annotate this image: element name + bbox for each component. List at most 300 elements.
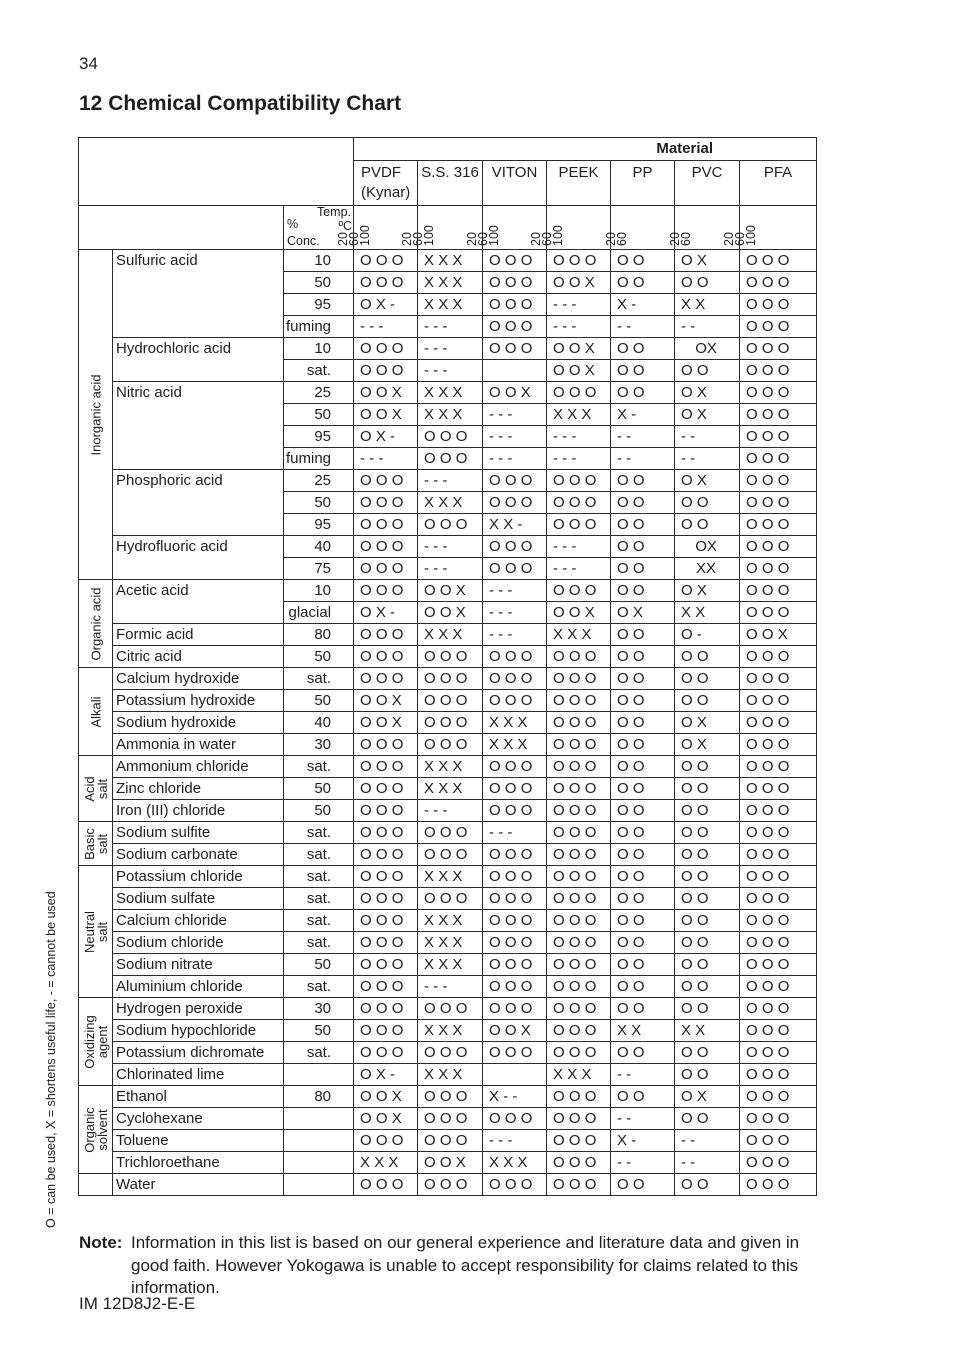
concentration: fuming [284,448,354,470]
rating-cell: O O O [740,756,817,778]
concentration: 25 [284,382,354,404]
temp-values [467,225,500,246]
chemical-name: Hydrogen peroxide [113,998,284,1020]
rating-cell: O O [611,514,675,536]
rating-cell: O O O [547,844,611,866]
rating-legend: O = can be used, X = shortens useful life, - = cannot be used [44,891,58,1228]
rating-cell: O O [675,514,740,536]
rating-cell: O O O [740,448,817,470]
rating-cell: - - - [547,558,611,580]
chemical-name: Sodium sulfite [113,822,284,844]
temp-value: 100 [422,225,437,246]
chemical-name: Water [113,1174,284,1196]
rating-cell: O O O [354,800,418,822]
rating-cell: O O O [354,932,418,954]
rating-cell: O O [611,822,675,844]
rating-cell: O O O [418,426,483,448]
rating-cell: O O [675,668,740,690]
rating-cell: X - - [483,1086,547,1108]
chemical-name: Sodium chloride [113,932,284,954]
rating-cell: O O [675,932,740,954]
rating-cell: O O O [483,294,547,316]
rating-cell: O O O [354,734,418,756]
rating-cell: O O X [418,1152,483,1174]
rating-cell: O O O [354,536,418,558]
table-row [79,1152,817,1174]
rating-cell: O X - [354,426,418,448]
rating-cell: O O O [483,866,547,888]
rating-cell: O X [675,1086,740,1108]
rating-cell: O O O [418,888,483,910]
category-cell [79,1086,113,1174]
chemical-name: Citric acid [113,646,284,668]
rating-cell: O O [675,690,740,712]
temp-value: 20 [400,232,415,246]
rating-cell: - - - [547,426,611,448]
rating-cell: O O O [740,976,817,998]
rating-cell: O O O [483,470,547,492]
rating-cell: O O O [740,514,817,536]
temp-values [606,232,628,246]
rating-cell: O O [611,1042,675,1064]
table-row [79,976,817,998]
rating-cell: O O O [483,844,547,866]
rating-cell: - - - [418,800,483,822]
rating-cell: O O O [740,602,817,624]
concentration: 50 [284,954,354,976]
rating-cell: O O O [483,800,547,822]
rating-cell: O O [611,910,675,932]
rating-cell: - - - [418,316,483,338]
concentration: sat. [284,976,354,998]
rating-cell: O O [611,536,675,558]
rating-cell: X X X [418,404,483,426]
concentration: 50 [284,646,354,668]
rating-cell: X X X [418,932,483,954]
rating-cell: O O O [740,866,817,888]
rating-cell: O O O [740,1108,817,1130]
rating-cell: O O O [547,1108,611,1130]
concentration: 10 [284,580,354,602]
concentration [284,1130,354,1152]
rating-cell: O O O [740,316,817,338]
rating-cell: - - - [483,426,547,448]
rating-cell: O O O [547,1086,611,1108]
rating-cell: O O O [740,1042,817,1064]
rating-cell: O O O [418,448,483,470]
rating-cell: O O O [483,492,547,514]
rating-cell: O O O [547,514,611,536]
temp-value: 100 [551,225,566,246]
rating-cell: X X X [418,272,483,294]
material-name [740,161,817,206]
rating-cell: O O [675,778,740,800]
category-cell [79,822,113,866]
rating-cell: O O [611,690,675,712]
chemical-name: Aluminium chloride [113,976,284,998]
rating-cell: X X X [547,624,611,646]
rating-cell: O O O [483,536,547,558]
category-cell [79,866,113,998]
category-cell [79,668,113,756]
rating-cell: O O [675,756,740,778]
rating-cell [483,1064,547,1086]
chemical-name: Chlorinated lime [113,1064,284,1086]
rating-cell: O O O [740,338,817,360]
rating-cell: O X - [354,294,418,316]
material-name [611,161,675,206]
rating-cell: O O [611,932,675,954]
rating-cell: O O O [418,668,483,690]
category-cell [79,1174,113,1196]
concentration: 95 [284,294,354,316]
rating-cell: O O O [547,1042,611,1064]
table-row [79,888,817,910]
concentration: 40 [284,536,354,558]
rating-cell: O O [611,492,675,514]
temp-value: 100 [487,225,502,246]
rating-cell: O O [675,888,740,910]
concentration: sat. [284,866,354,888]
concentration: sat. [284,822,354,844]
table-row [79,910,817,932]
rating-cell: O O O [547,800,611,822]
rating-cell: O O O [740,1174,817,1196]
rating-cell: O O X [354,382,418,404]
rating-cell: - - [675,316,740,338]
rating-cell: O O O [547,690,611,712]
chemical-name: Phosphoric acid [113,470,284,536]
material-name-text: VITON [491,164,538,181]
category-label: Oxidizing agent [81,1014,110,1069]
header-row-material [79,138,817,161]
rating-cell: - - - [418,558,483,580]
rating-cell: O O O [354,668,418,690]
rating-cell: O O O [740,536,817,558]
concentration: 40 [284,712,354,734]
rating-cell: O O O [483,888,547,910]
rating-cell: - - - [483,448,547,470]
rating-cell: O X [675,712,740,734]
rating-cell: O O O [740,690,817,712]
rating-cell: O O O [418,514,483,536]
material-temps [604,206,675,250]
concentration: 95 [284,426,354,448]
rating-cell: O O O [547,470,611,492]
rating-cell: O O X [483,1020,547,1042]
rating-cell: O O [611,580,675,602]
degc-label: ºC [338,219,353,233]
header-row-temperatures [79,206,817,250]
rating-cell: O O O [354,998,418,1020]
rating-cell [483,360,547,382]
rating-cell: X X X [547,404,611,426]
rating-cell: O O X [547,272,611,294]
concentration: 30 [284,734,354,756]
percent-label: % [287,217,299,231]
rating-cell: X X X [483,734,547,756]
rating-cell: - - - [547,316,611,338]
table-row [79,822,817,844]
rating-cell: O O [675,866,740,888]
chemical-name: Sodium carbonate [113,844,284,866]
rating-cell: O O O [740,1020,817,1042]
temp-value: 60 [476,232,491,246]
note [79,1232,809,1300]
rating-cell: O O O [418,844,483,866]
note-text: Information in this list is based on our general experience and literature data and given in good faith. However Yokogawa is unable to accept responsibility for claims related to this information. [131,1233,800,1297]
table-row [79,1108,817,1130]
rating-cell: O O O [547,910,611,932]
rating-cell: O O O [354,646,418,668]
rating-cell: O O [611,778,675,800]
rating-cell: X X X [418,492,483,514]
rating-cell: O O O [354,272,418,294]
rating-cell: O O X [547,338,611,360]
header-blank-cell [79,206,284,250]
concentration: sat. [284,932,354,954]
rating-cell: - - - [354,448,418,470]
rating-cell: O O O [354,976,418,998]
rating-cell: O O O [354,250,418,272]
rating-cell: O O X [354,1108,418,1130]
rating-cell: O O X [547,360,611,382]
rating-cell: O O O [483,250,547,272]
concentration: 80 [284,624,354,646]
rating-cell: O O [675,976,740,998]
rating-cell: O X [611,602,675,624]
concentration: 50 [284,492,354,514]
rating-cell: O O O [354,558,418,580]
rating-cell: - - - [547,536,611,558]
rating-cell: O O O [354,1042,418,1064]
rating-cell: X X - [483,514,547,536]
rating-cell: O O O [740,932,817,954]
header-corner [79,138,354,206]
rating-cell: O O O [483,932,547,954]
table-row [79,668,817,690]
rating-cell: O O O [418,1086,483,1108]
concentration: glacial [284,602,354,624]
concentration: sat. [284,360,354,382]
rating-cell: - - - [354,316,418,338]
temp-value: 20 [604,232,619,246]
rating-cell: O O X [483,382,547,404]
rating-cell: O X [675,382,740,404]
temp-value: 60 [679,232,694,246]
rating-cell: O O O [740,492,817,514]
rating-cell: - - [675,448,740,470]
chemical-name: Ethanol [113,1086,284,1108]
rating-cell: O O O [483,646,547,668]
rating-cell: X X [675,1020,740,1042]
rating-cell: - - - [483,602,547,624]
rating-cell: O X - [354,602,418,624]
rating-cell: - - - [483,580,547,602]
concentration [284,1152,354,1174]
material-temps [529,206,611,250]
rating-cell: O O [611,250,675,272]
rating-cell: O O O [740,360,817,382]
material-name-text: PVC [691,164,723,181]
category-cell [79,756,113,822]
table-row [79,1130,817,1152]
rating-cell: O O O [418,1174,483,1196]
rating-cell: O O O [483,558,547,580]
rating-cell: O O O [354,822,418,844]
rating-cell: O O X [418,602,483,624]
concentration: 50 [284,1020,354,1042]
rating-cell: - - [611,1152,675,1174]
rating-cell: OX [675,338,740,360]
rating-cell: - - - [418,338,483,360]
rating-cell: O O O [354,844,418,866]
chemical-name: Cyclohexane [113,1108,284,1130]
rating-cell: O O O [418,734,483,756]
concentration: 30 [284,998,354,1020]
temp-values [338,225,371,246]
material-temps [722,206,817,250]
rating-cell: O O O [354,756,418,778]
rating-cell: O O O [740,404,817,426]
category-label: Basic salt [81,827,110,860]
rating-cell: O O [675,1108,740,1130]
rating-cell: O O O [547,1174,611,1196]
rating-cell: O O [611,888,675,910]
concentration: 80 [284,1086,354,1108]
rating-cell: O O O [354,580,418,602]
temp-value: 60 [615,232,630,246]
rating-cell: - - - [418,976,483,998]
rating-cell: O O [675,272,740,294]
temp-value: 20 [668,232,683,246]
rating-cell: O O O [740,668,817,690]
rating-cell: - - - [483,404,547,426]
rating-cell: - - - [547,294,611,316]
rating-cell: O O O [740,470,817,492]
category-cell [79,580,113,668]
rating-cell: O O O [740,910,817,932]
rating-cell: O O O [547,756,611,778]
concentration: 50 [284,272,354,294]
rating-cell: X X X [354,1152,418,1174]
rating-cell: O O O [483,998,547,1020]
rating-cell: - - [611,1108,675,1130]
chemical-name: Zinc chloride [113,778,284,800]
concentration [284,1174,354,1196]
rating-cell: O O O [740,558,817,580]
rating-cell: O O O [740,822,817,844]
category-cell [79,250,113,580]
conc-label: Conc. [287,234,320,248]
rating-cell: O O O [547,492,611,514]
rating-cell: O O O [354,1020,418,1042]
rating-cell: O O O [354,360,418,382]
chemical-name: Sodium hypochloride [113,1020,284,1042]
rating-cell: O O O [740,954,817,976]
rating-cell: O O O [354,954,418,976]
rating-cell: O O O [740,1086,817,1108]
rating-cell: - - - [547,448,611,470]
rating-cell: O O O [547,866,611,888]
table-row [79,1086,817,1108]
category-label: Inorganic acid [88,374,103,455]
rating-cell: O O O [483,1174,547,1196]
rating-cell: O O O [354,778,418,800]
rating-cell: O O X [740,624,817,646]
chemical-name: Acetic acid [113,580,284,624]
temp-value: 60 [733,232,748,246]
rating-cell: X X X [418,756,483,778]
temp-values [670,232,692,246]
rating-cell: O O O [740,294,817,316]
rating-cell: X X X [418,382,483,404]
table-row [79,338,817,360]
temp-label: Temp. [316,205,352,219]
table-row [79,646,817,668]
rating-cell: O O O [418,1042,483,1064]
table-row [79,712,817,734]
rating-cell: OX [675,536,740,558]
rating-cell: X X X [418,1064,483,1086]
rating-cell: X X X [418,624,483,646]
rating-cell: O O [611,338,675,360]
rating-cell: X X X [547,1064,611,1086]
temp-value: 20 [722,232,737,246]
rating-cell: O O [675,1042,740,1064]
rating-cell: O O O [547,712,611,734]
rating-cell: O O [611,646,675,668]
rating-cell: O O [611,1086,675,1108]
table-row [79,778,817,800]
table-row [79,844,817,866]
table-row [79,580,817,602]
concentration: sat. [284,668,354,690]
material-subname: (Kynar) [361,184,411,201]
temp-value: 20 [465,232,480,246]
table-row [79,624,817,646]
rating-cell: O O [611,866,675,888]
material-name [675,161,740,206]
rating-cell: X - [611,294,675,316]
rating-cell: O O O [547,932,611,954]
rating-cell: X X X [418,1020,483,1042]
rating-cell: O O O [547,888,611,910]
rating-cell: X X X [418,866,483,888]
rating-cell: O O O [354,492,418,514]
rating-cell: O O [611,998,675,1020]
temp-values [402,225,435,246]
rating-cell: O O O [354,514,418,536]
page-number: 34 [79,54,98,73]
chemical-name: Ammonium chloride [113,756,284,778]
rating-cell: O O X [547,602,611,624]
rating-cell: O O O [547,580,611,602]
rating-cell: O O [611,954,675,976]
table-row [79,932,817,954]
rating-cell: O O O [418,690,483,712]
concentration: 10 [284,338,354,360]
rating-cell: O O [675,844,740,866]
rating-cell: O O O [547,976,611,998]
concentration: 10 [284,250,354,272]
temp-values [724,225,757,246]
temp-value: 60 [411,232,426,246]
rating-cell: O X [675,404,740,426]
rating-cell: O O O [740,250,817,272]
table-row [79,1042,817,1064]
rating-cell: O O [611,844,675,866]
